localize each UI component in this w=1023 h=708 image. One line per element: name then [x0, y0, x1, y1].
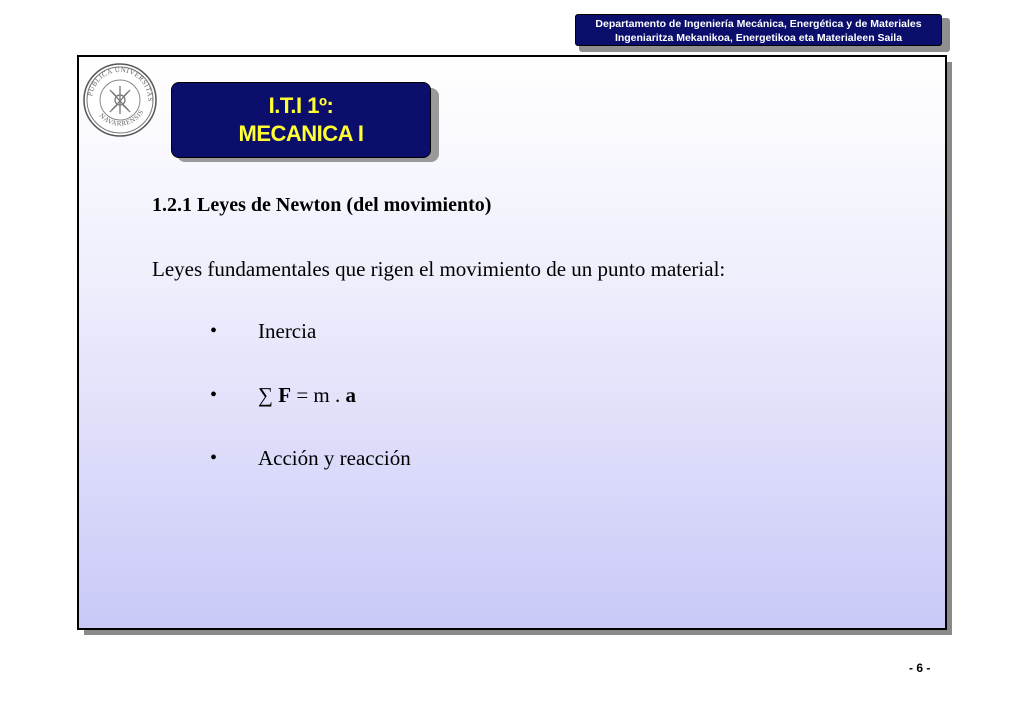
department-name-es: Departamento de Ingeniería Mecánica, Energética y de Materiales	[595, 18, 922, 30]
bullet-marker: •	[210, 447, 218, 469]
acceleration-vector: a	[345, 383, 356, 407]
intro-text: Leyes fundamentales que rigen el movimiento de un punto material:	[152, 257, 726, 281]
course-code: I.T.I 1º:	[268, 93, 334, 118]
seal-text-top: PUBLICA UNIVERSITAS	[86, 65, 155, 102]
university-seal-logo	[82, 62, 158, 138]
bullet-marker: •	[210, 320, 218, 342]
law-action-reaction: Acción y reacción	[258, 446, 411, 470]
department-name-eu: Ingeniaritza Mekanikoa, Energetikoa eta Materialeen Saila	[614, 32, 903, 44]
equation-middle: = m .	[291, 383, 346, 407]
course-badge	[171, 82, 431, 158]
section-heading: 1.2.1 Leyes de Newton (del movimiento)	[152, 194, 492, 216]
page-number: - 6 -	[909, 661, 931, 675]
force-vector: F	[278, 383, 292, 407]
department-header	[575, 14, 946, 48]
law-force-equation	[258, 383, 356, 408]
department-header-box	[575, 14, 942, 46]
bullet-marker: •	[210, 384, 218, 406]
sum-symbol: ∑	[258, 383, 273, 407]
law-inertia: Inercia	[258, 319, 317, 343]
seal-text-bottom: NAVARRENSIS	[97, 108, 146, 128]
course-name: MECANICA I	[238, 121, 364, 146]
